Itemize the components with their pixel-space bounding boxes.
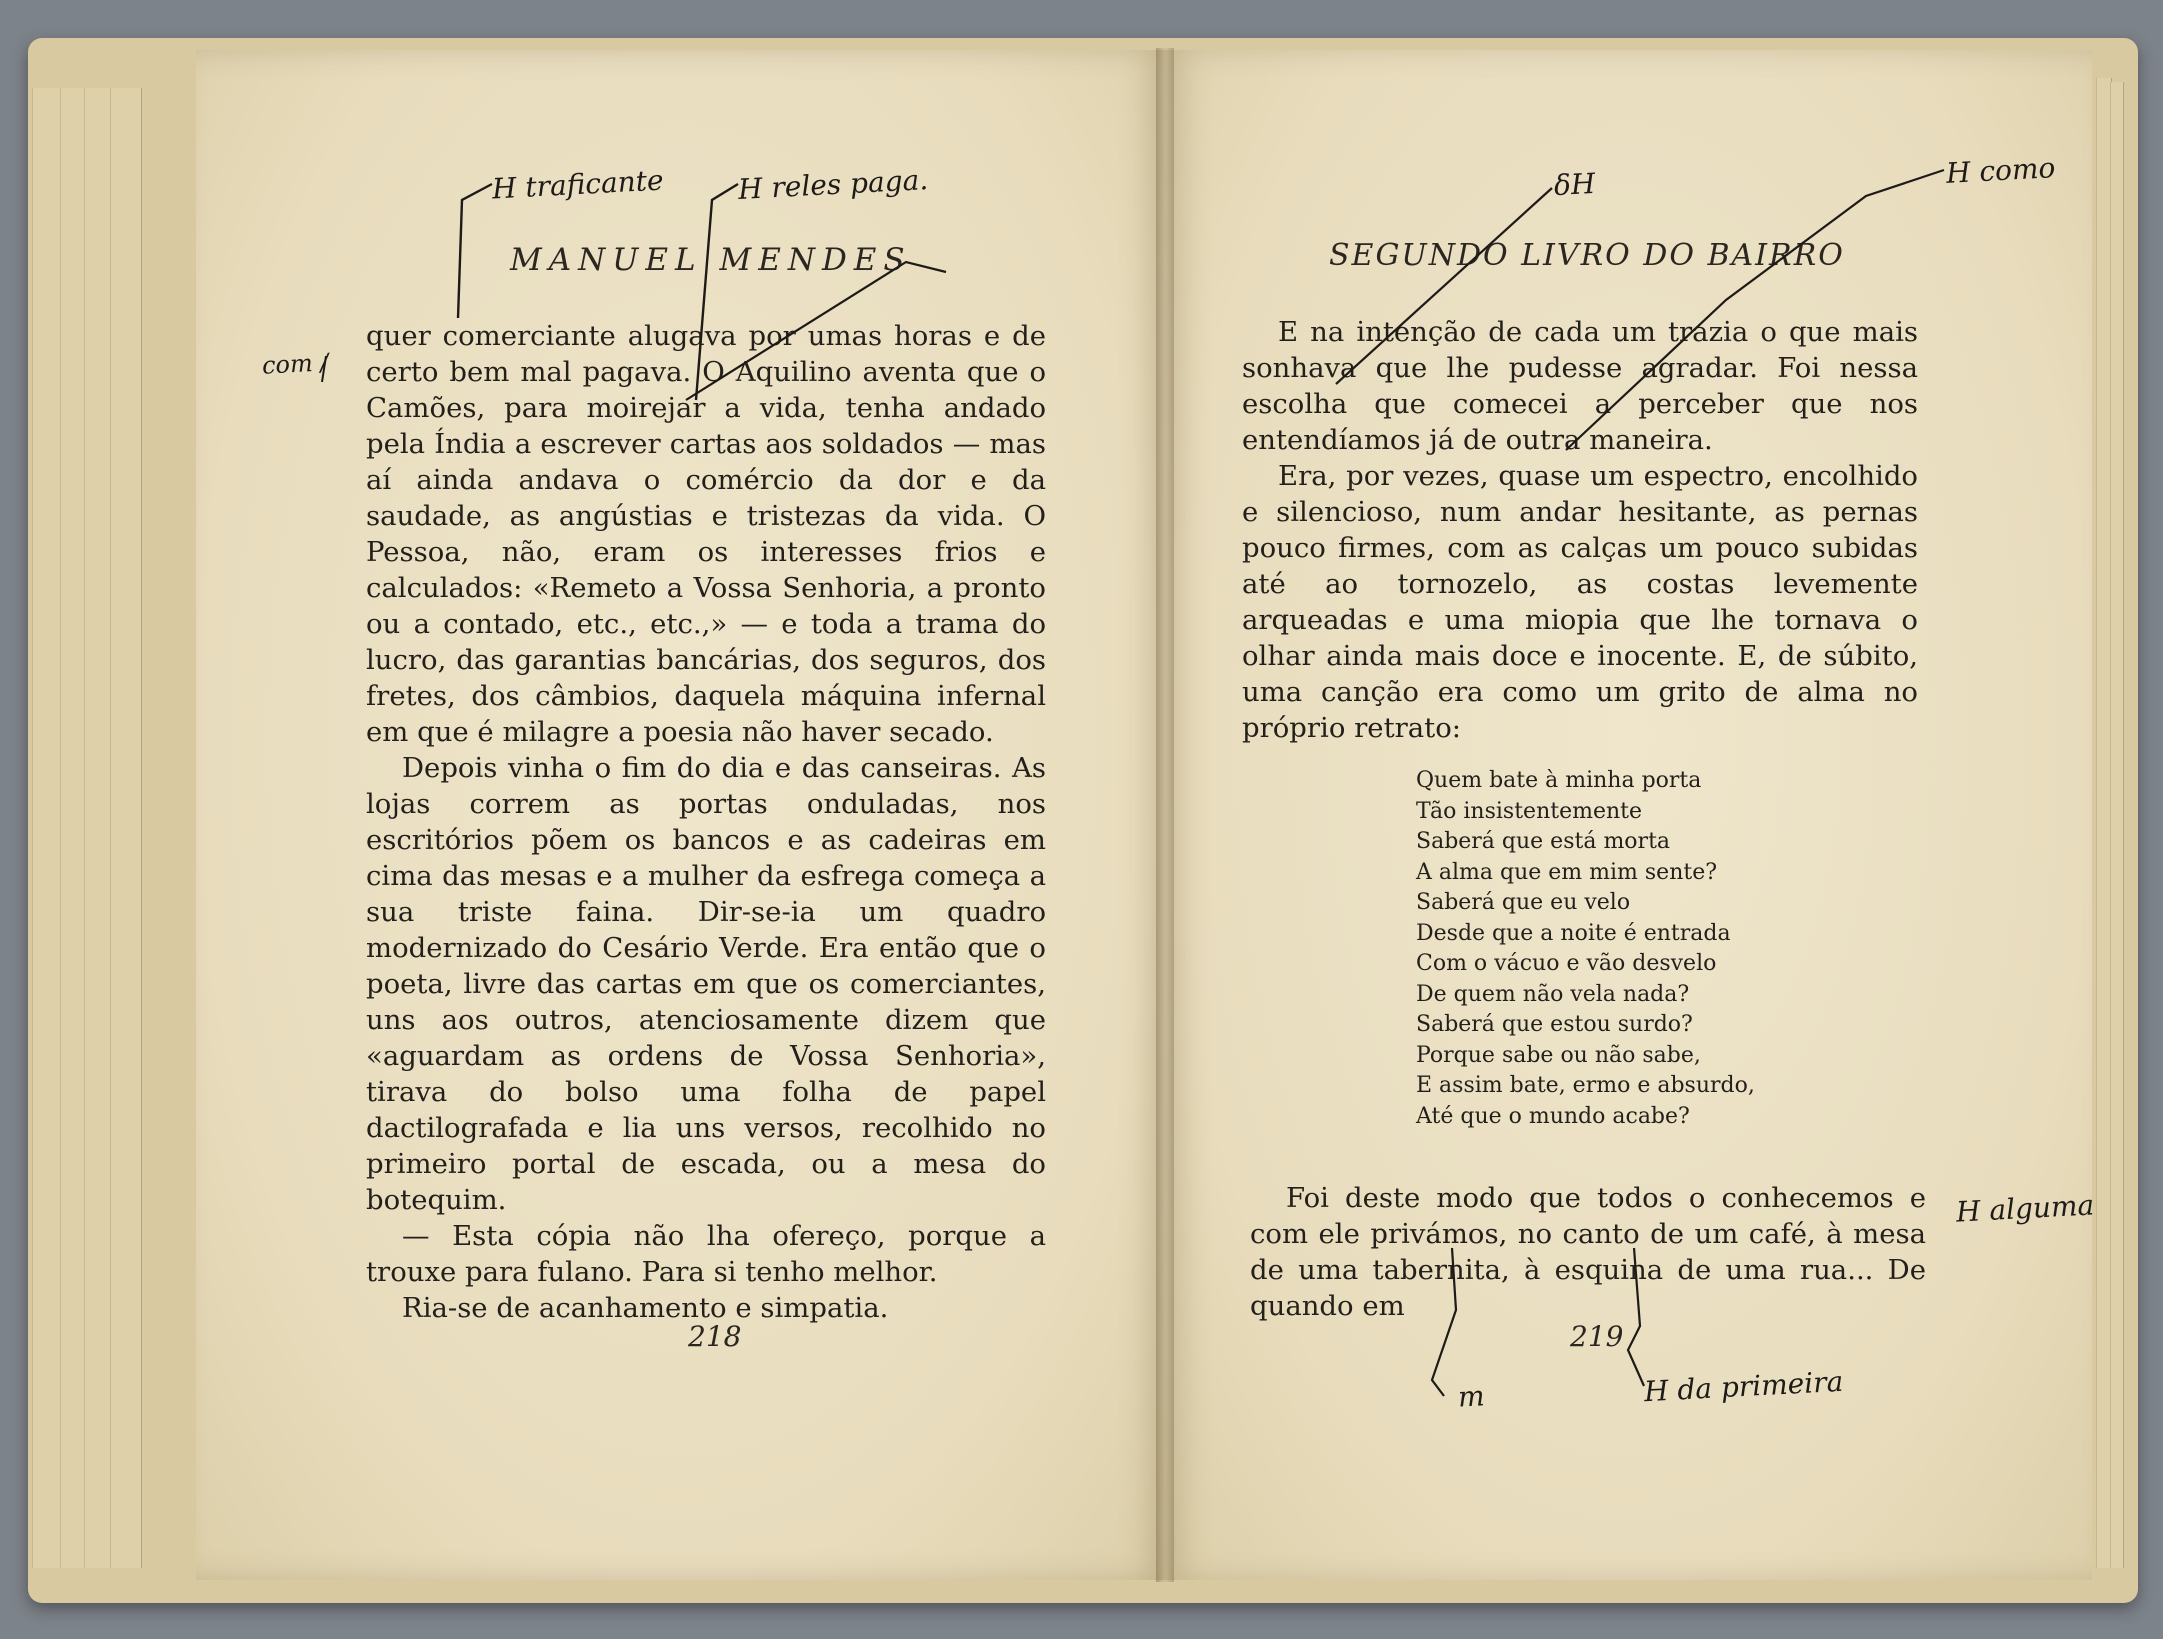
correction-marks bbox=[1166, 50, 2092, 1580]
paragraph: — Esta cópia não lha ofereço, porque a trouxe para fulano. Para si tenho melhor. bbox=[366, 1220, 1046, 1288]
handwritten-margin-note: com / bbox=[261, 348, 330, 380]
poem-line: Saberá que está morta bbox=[1416, 829, 1671, 854]
handwritten-margin-note: H alguma bbox=[1955, 1188, 2095, 1229]
paragraph: Foi deste modo que todos o conhecemos e com ele privámos, no canto de um café, à mesa de uma tabernita, à esquina de uma rua... De quando em bbox=[1250, 1182, 1926, 1322]
poem-line: Com o vácuo e vão desvelo bbox=[1416, 951, 1717, 976]
page-edges bbox=[60, 88, 86, 1568]
handwritten-note: δH bbox=[1553, 166, 1597, 203]
handwritten-note: H da primeira bbox=[1643, 1364, 1844, 1409]
poem-line: A alma que em mim sente? bbox=[1416, 859, 1718, 885]
page-edges bbox=[84, 88, 112, 1568]
poem-line: Saberá que eu velo bbox=[1416, 890, 1631, 915]
paragraph: Era, por vezes, quase um espectro, encolhido e silencioso, num andar hesitante, as pernas pouco firmes, com as calças um pouco subidas até ao tornozelo, as costas levemente arqueadas e uma miopia que lhe tornava o olhar ainda mais doce e inocente. E, de súbito, uma canção era como um grito de alma no próprio retrato: bbox=[1242, 460, 1918, 744]
page-number: 219 bbox=[1570, 1320, 1624, 1353]
poem-line: Desde que a noite é entrada bbox=[1416, 920, 1731, 946]
handwritten-note: H traficante bbox=[491, 163, 665, 206]
paragraph: Ria-se de acanhamento e simpatia. bbox=[402, 1292, 889, 1324]
poem-line: Tão insistentemente bbox=[1416, 798, 1643, 824]
handwritten-note: H reles paga. bbox=[737, 163, 929, 206]
handwritten-note: H como bbox=[1945, 151, 2057, 190]
left-page bbox=[196, 50, 1166, 1580]
running-head: SEGUNDO LIVRO DO BAIRRO bbox=[1329, 238, 1845, 273]
poem-line: Até que o mundo acabe? bbox=[1416, 1103, 1690, 1129]
page-edges bbox=[32, 88, 62, 1568]
paragraph: quer comerciante alugava por umas horas e de certo bem mal pagava. O Aquilino aventa que o Camões, para moirejar a vida, tenha andado pela Índia a escrever cartas aos soldados — mas aí ainda andava o comércio da dor e da saudade, as angústias e tristezas da vida. O Pessoa, não, eram os interesses frios e calculados: «Remeto a Vossa Senhoria, a pronto ou a contado, etc., etc.,» — e toda a trama do lucro, das garantias bancárias, dos seguros, dos fretes, dos câmbios, daquela máquina infernal em que é milagre a poesia não haver secado. bbox=[366, 320, 1046, 748]
correction-marks bbox=[196, 50, 1166, 1580]
poem-line: Porque sabe ou não sabe, bbox=[1416, 1042, 1701, 1068]
handwritten-note: m bbox=[1457, 1379, 1486, 1414]
poem-line: De quem não vela nada? bbox=[1416, 981, 1690, 1007]
poem-line: Quem bate à minha porta bbox=[1416, 768, 1702, 793]
page-edges bbox=[2110, 82, 2124, 1568]
paragraph: E na intenção de cada um trazia o que mais sonhava que lhe pudesse agradar. Foi nessa escolha que comecei a perceber que nos entendíamos já de outra maneira. bbox=[1242, 316, 1918, 456]
paragraph: Depois vinha o fim do dia e das canseiras. As lojas correm as portas onduladas, nos escritórios põem os bancos e as cadeiras em cima das mesas e a mulher da esfrega começa a sua triste faina. Dir-se-ia um quadro modernizado do Cesário Verde. Era então que o poeta, livre das cartas em que os comerciantes, uns aos outros, atenciosamente dizem que «aguardam as ordens de Vossa Senhoria», tirava do bolso uma folha de papel dactilografada e lia uns versos, recolhido no primeiro portal de escada, ou a mesa do botequim. bbox=[366, 752, 1046, 1216]
poem-line: Saberá que estou surdo? bbox=[1416, 1012, 1693, 1037]
poem-line: E assim bate, ermo e absurdo, bbox=[1416, 1073, 1755, 1098]
book-gutter bbox=[1156, 48, 1174, 1582]
page-edges bbox=[110, 88, 142, 1568]
running-head: MANUEL MENDES bbox=[510, 242, 912, 278]
right-page bbox=[1166, 50, 2095, 1580]
page-number: 218 bbox=[688, 1320, 742, 1353]
